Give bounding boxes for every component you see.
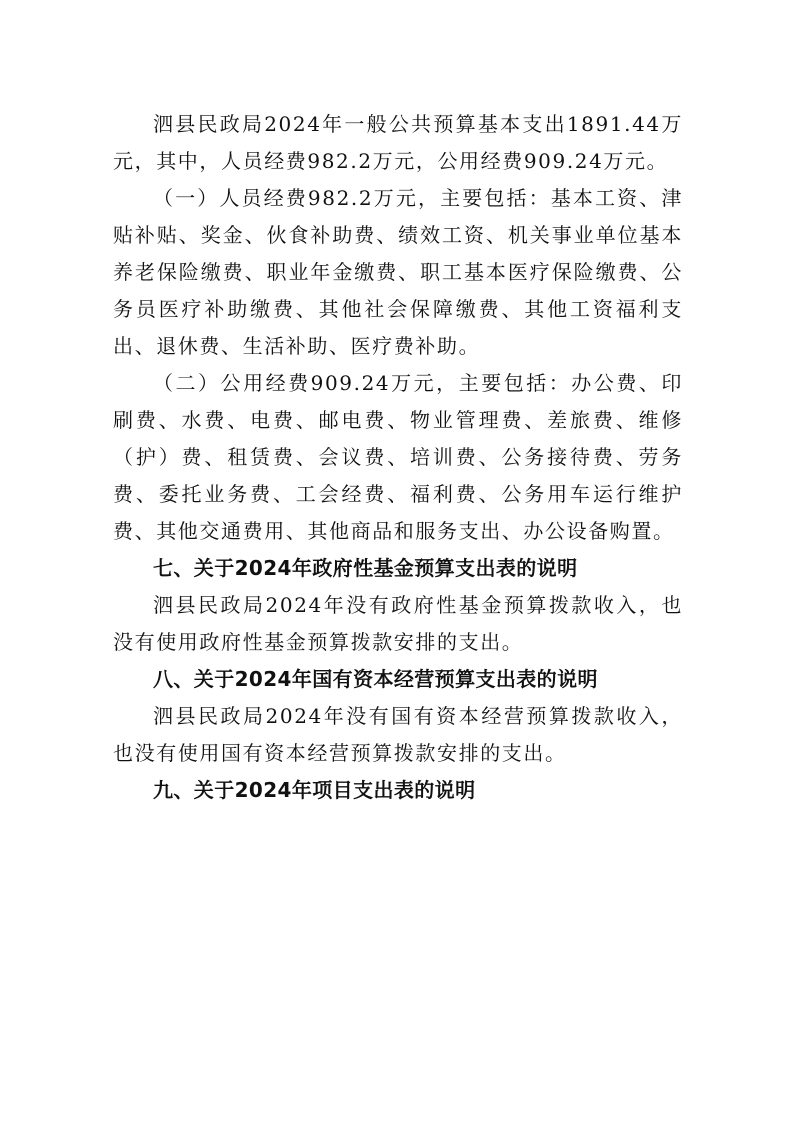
section-8-body: 泗县民政局2024年没有国有资本经营预算拨款收入，也没有使用国有资本经营预算拨款安排的支出。 xyxy=(113,704,683,765)
public-expenditure-paragraph: （二）公用经费909.24万元，主要包括：办公费、印刷费、水费、电费、邮电费、物业管理费、差旅费、维修（护）费、租赁费、会议费、培训费、公务接待费、劳务费、委托业务费、工会经费、福利费、公务用车运行维护费、其他交通费用、其他商品和服务支出、办公设备购置。 xyxy=(113,371,683,543)
section-8-heading: 八、关于2024年国有资本经营预算支出表的说明 xyxy=(153,667,598,691)
basic-expenditure-paragraph: 泗县民政局2024年一般公共预算基本支出1891.44万元，其中，人员经费982.2万元，公用经费909.24万元。 xyxy=(113,112,683,173)
personnel-expenditure-paragraph: （一）人员经费982.2万元，主要包括：基本工资、津贴补贴、奖金、伙食补助费、绩效工资、机关事业单位基本养老保险缴费、职业年金缴费、职工基本医疗保险缴费、公务员医疗补助缴费、其他社会保障缴费、其他工资福利支出、退休费、生活补助、医疗费补助。 xyxy=(113,186,683,358)
section-7-heading: 七、关于2024年政府性基金预算支出表的说明 xyxy=(153,556,578,580)
document-body xyxy=(113,106,683,809)
section-7-body: 泗县民政局2024年没有政府性基金预算拨款收入，也没有使用政府性基金预算拨款安排的支出。 xyxy=(113,593,683,654)
section-9-heading: 九、关于2024年项目支出表的说明 xyxy=(153,778,476,802)
